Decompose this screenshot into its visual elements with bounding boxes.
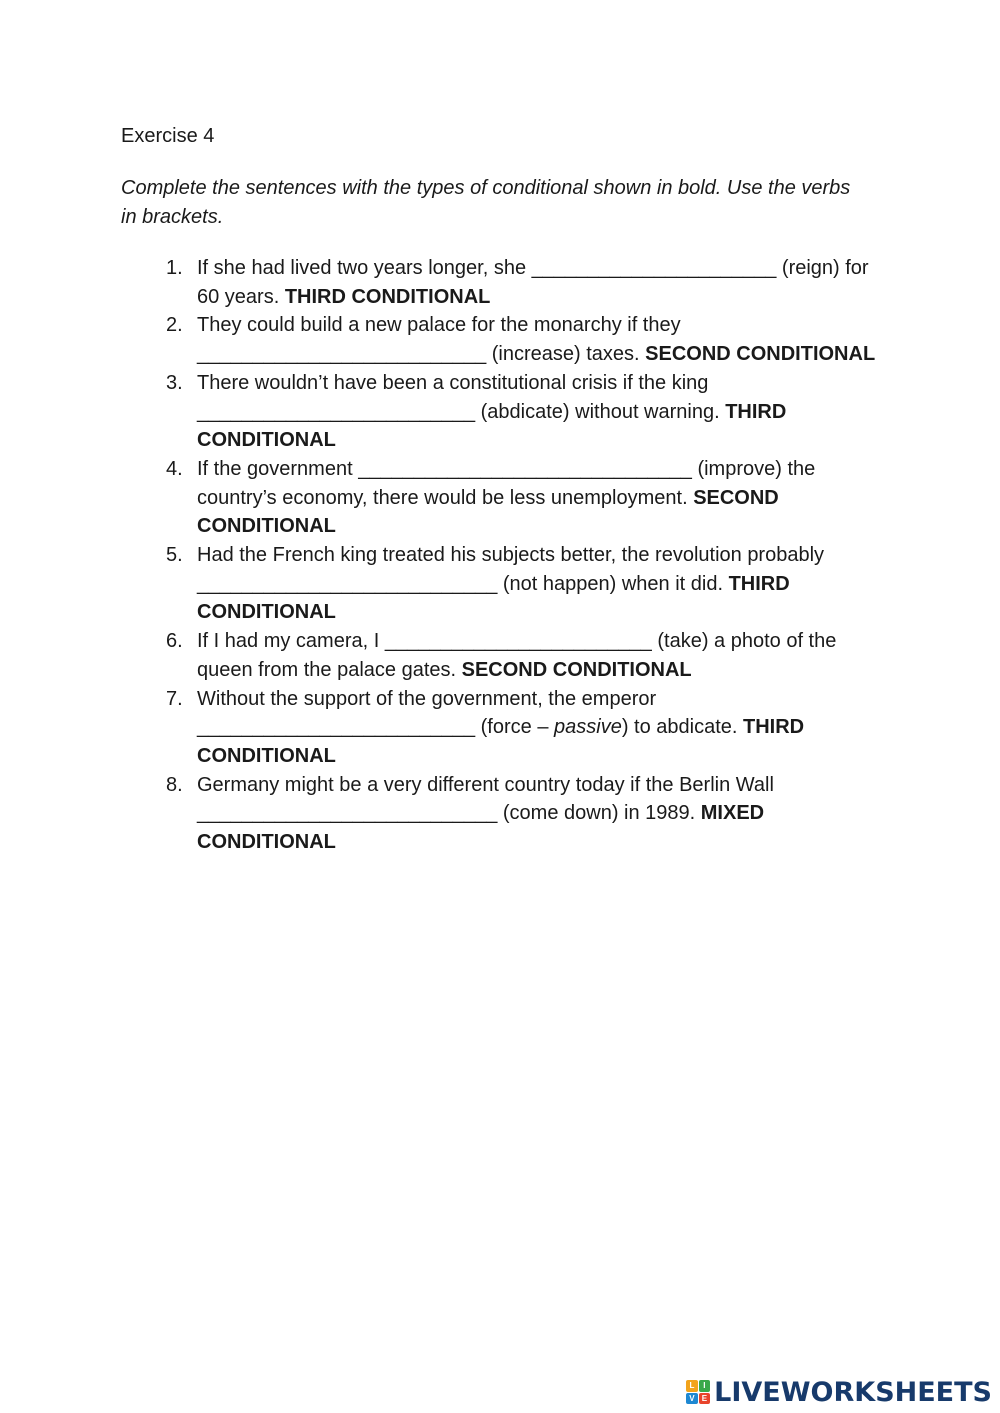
item-number: 5. [166, 544, 183, 567]
item-conditional-type: SECOND CONDITIONAL [197, 486, 779, 538]
item-text: If I had my camera, I ________________________ (take) a photo of the queen from the palace gates. [197, 630, 837, 681]
item-conditional-type: MIXED CONDITIONAL [197, 802, 765, 854]
logo-mark-icon [686, 1380, 710, 1404]
exercise-title: Exercise 4 [121, 125, 215, 147]
instructions: Complete the sentences with the types of conditional shown in bold. Use the verbs in brackets. [121, 177, 851, 228]
exercise-item-1 [166, 254, 881, 311]
item-text: Germany might be a very different country today if the Berlin Wall ___________________________ (come down) in 1989. [197, 773, 774, 825]
logo-mark-letter: L [686, 1380, 698, 1392]
logo-mark-letter: E [699, 1393, 711, 1405]
item-conditional-type: THIRD CONDITIONAL [197, 572, 790, 624]
item-text: If the government ______________________________ (improve) the country’s economy, there would be less unemployment. [197, 457, 816, 509]
item-conditional-type: SECOND CONDITIONAL [645, 343, 876, 366]
item-number: 1. [166, 257, 183, 279]
item-text: They could build a new palace for the monarchy if they __________________________ (increase) taxes. [197, 314, 681, 366]
logo-text: LIVEWORKSHEETS [714, 1376, 992, 1408]
item-conditional-type: THIRD CONDITIONAL [197, 716, 805, 767]
item-conditional-type: THIRD CONDITIONAL [197, 400, 787, 452]
liveworksheets-logo[interactable] [686, 1377, 992, 1407]
item-text: Without the support of the government, the emperor _________________________ (force – [197, 687, 657, 739]
item-text-italic: passive [554, 716, 622, 739]
item-conditional-type: THIRD CONDITIONAL [284, 285, 491, 308]
exercise-item-4 [166, 455, 881, 541]
logo-mark-letter: V [686, 1393, 698, 1405]
exercise-item-6 [166, 627, 881, 684]
exercise-list [166, 254, 881, 857]
item-number: 2. [166, 314, 183, 337]
item-number: 6. [166, 630, 183, 653]
item-number: 3. [166, 371, 183, 394]
exercise-item-5 [166, 541, 881, 627]
item-text: Had the French king treated his subjects better, the revolution probably ___________________________ (not happen) when it did. [197, 544, 825, 595]
item-text-continued: ) to abdicate. [621, 716, 743, 739]
item-conditional-type: SECOND CONDITIONAL [461, 658, 692, 681]
exercise-item-2 [166, 311, 881, 368]
exercise-item-3 [166, 369, 881, 455]
item-text: There wouldn’t have been a constitutional crisis if the king _________________________ (abdicate) without warning. [197, 371, 726, 423]
item-number: 4. [166, 457, 183, 480]
logo-mark-letter: I [699, 1380, 711, 1392]
item-number: 7. [166, 687, 183, 710]
exercise-item-8 [166, 771, 881, 857]
exercise-item-7 [166, 685, 881, 771]
item-number: 8. [166, 773, 183, 796]
item-text: If she had lived two years longer, she ______________________ (reign) for 60 years. [197, 257, 869, 308]
